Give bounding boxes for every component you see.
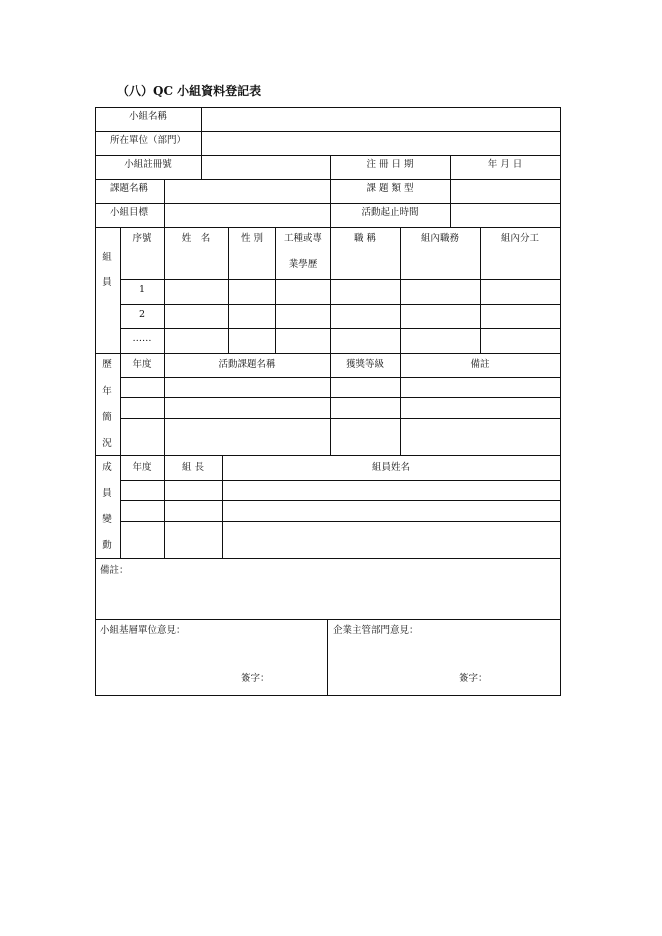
page-title: （八）QC 小組資料登記表 bbox=[117, 84, 262, 98]
rule bbox=[222, 455, 223, 558]
rule bbox=[120, 480, 561, 481]
rule bbox=[120, 328, 561, 329]
rule bbox=[120, 521, 561, 522]
members-col-header: 姓 名 bbox=[181, 233, 211, 244]
group-name-label: 小組名稱 bbox=[128, 111, 168, 122]
members-col-header: 工種或專 bbox=[283, 233, 323, 244]
members-col-header: 性 別 bbox=[240, 233, 264, 244]
rule bbox=[120, 377, 561, 378]
rule bbox=[164, 227, 165, 558]
rule bbox=[450, 155, 451, 227]
history-side-char: 年 bbox=[102, 386, 112, 397]
rule bbox=[560, 107, 561, 696]
history-col-header: 備註 bbox=[470, 359, 490, 370]
members-col-header: 業學歷 bbox=[288, 259, 318, 270]
rule bbox=[95, 619, 561, 620]
history-side-char: 況 bbox=[102, 438, 112, 449]
rule bbox=[120, 227, 121, 558]
members-side-char: 員 bbox=[102, 277, 112, 288]
rule bbox=[120, 304, 561, 305]
rule bbox=[120, 279, 561, 280]
date-format-label: 年 月 日 bbox=[487, 159, 523, 170]
members-col-header: 序號 bbox=[132, 233, 152, 244]
changes-side-char: 變 bbox=[102, 514, 112, 525]
members-row-number: 1 bbox=[138, 284, 146, 295]
rule bbox=[95, 695, 561, 696]
rule bbox=[120, 397, 561, 398]
topic-type-label: 課 題 類 型 bbox=[366, 183, 414, 194]
history-col-header: 獲獎等級 bbox=[345, 359, 385, 370]
rule bbox=[228, 227, 229, 353]
rule bbox=[275, 227, 276, 353]
changes-side-char: 員 bbox=[102, 488, 112, 499]
dept-opinion-label: 企業主管部門意見： bbox=[333, 625, 419, 636]
rule bbox=[327, 619, 328, 696]
rule bbox=[95, 131, 561, 132]
reg-no-label: 小組註冊號 bbox=[124, 159, 172, 170]
members-col-header: 組內分工 bbox=[500, 233, 540, 244]
rule bbox=[95, 155, 561, 156]
qc-registration-form bbox=[95, 107, 561, 696]
changes-col-header: 年度 bbox=[132, 462, 152, 473]
topic-label: 課題名稱 bbox=[109, 183, 149, 194]
members-row-number: …… bbox=[132, 333, 152, 344]
members-row-number: 2 bbox=[138, 309, 146, 320]
history-side-char: 簡 bbox=[102, 412, 112, 423]
history-col-header: 活動課題名稱 bbox=[218, 359, 276, 370]
rule bbox=[330, 227, 331, 455]
rule bbox=[201, 107, 202, 179]
rule bbox=[480, 227, 481, 353]
rule bbox=[95, 107, 96, 696]
rule bbox=[120, 418, 561, 419]
members-col-header: 職 稱 bbox=[353, 233, 377, 244]
changes-col-header: 組 長 bbox=[181, 462, 205, 473]
rule bbox=[120, 500, 561, 501]
changes-col-header: 組員姓名 bbox=[371, 462, 411, 473]
history-side-char: 歷 bbox=[102, 359, 112, 370]
signature-label-right: 簽字： bbox=[459, 673, 488, 684]
base-unit-opinion-label: 小組基層單位意見： bbox=[100, 625, 186, 636]
reg-date-label: 注 冊 日 期 bbox=[366, 159, 414, 170]
members-side-char: 組 bbox=[102, 252, 112, 263]
unit-label: 所在單位（部門） bbox=[109, 135, 187, 146]
period-label: 活動起止時間 bbox=[361, 207, 419, 218]
history-col-header: 年度 bbox=[132, 359, 152, 370]
changes-side-char: 成 bbox=[102, 462, 112, 473]
rule bbox=[400, 227, 401, 455]
rule bbox=[95, 107, 561, 108]
rule bbox=[95, 558, 561, 559]
rule bbox=[164, 179, 165, 227]
signature-label-left: 簽字： bbox=[241, 673, 270, 684]
remarks-label: 備註： bbox=[100, 565, 129, 576]
goal-label: 小組目標 bbox=[109, 207, 149, 218]
changes-side-char: 動 bbox=[102, 540, 112, 551]
rule bbox=[330, 155, 331, 227]
members-col-header: 組內職務 bbox=[420, 233, 460, 244]
